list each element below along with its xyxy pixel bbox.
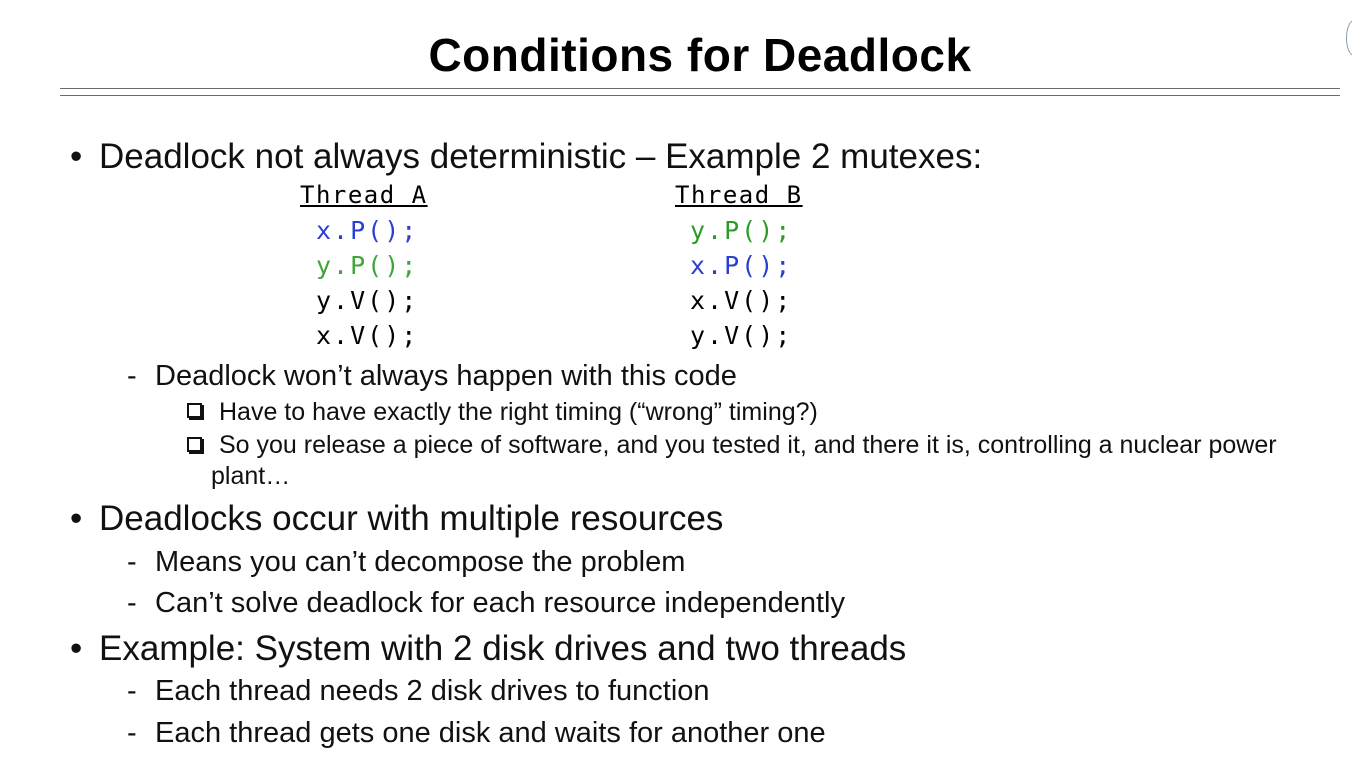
thread-a-line: x.P(); [316,216,419,245]
thread-b-line: x.P(); [690,251,793,280]
thread-a-line: y.V(); [316,286,419,315]
bullet-marker: • [70,629,83,668]
sub-bullet-needs-two: Each thread needs 2 disk drives to function [155,675,710,707]
thread-b-line: y.V(); [690,321,793,350]
sub-bullet-independently: Can’t solve deadlock for each resource independently [155,587,845,619]
sub-sub-bullet-release-continuation: plant… [211,462,291,490]
sub-bullet-marker: - [127,360,137,392]
thread-b-line: x.V(); [690,286,793,315]
sub-bullet-waits: Each thread gets one disk and waits for another one [155,717,826,749]
checkbox-bullet-icon [187,437,202,452]
bullet-deterministic: Deadlock not always deterministic – Example 2 mutexes: [99,137,983,176]
sub-bullet-decompose: Means you can’t decompose the problem [155,546,686,578]
sub-bullet-marker: - [127,546,137,578]
thread-a-header: Thread A [300,181,428,209]
thread-a-line: x.V(); [316,321,419,350]
sub-sub-bullet-release: So you release a piece of software, and you tested it, and there it is, controlling a nuclear power [219,431,1277,459]
sub-bullet-wont-happen: Deadlock won’t always happen with this code [155,360,737,392]
checkbox-bullet-icon [187,403,202,418]
title-divider-bottom [60,95,1340,96]
bullet-marker: • [70,499,83,538]
thread-b-line: y.P(); [690,216,793,245]
sub-bullet-marker: - [127,675,137,707]
bullet-marker: • [70,137,83,176]
thread-a-line: y.P(); [316,251,419,280]
thread-b-header: Thread B [675,181,803,209]
sub-sub-bullet-timing: Have to have exactly the right timing (“wrong” timing?) [219,398,818,426]
bullet-disk-example: Example: System with 2 disk drives and two threads [99,629,907,668]
bullet-multiple-resources: Deadlocks occur with multiple resources [99,499,724,538]
slide-title: Conditions for Deadlock [428,29,972,81]
title-divider-top [60,88,1340,89]
sub-bullet-marker: - [127,587,137,619]
sub-bullet-marker: - [127,717,137,749]
